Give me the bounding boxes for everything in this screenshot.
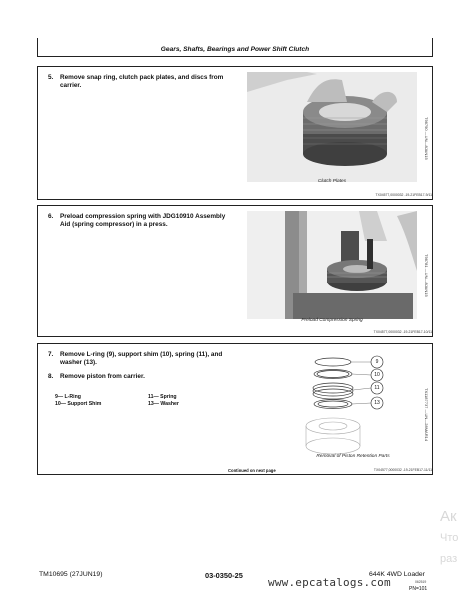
footer-pn: PN=101 — [409, 586, 428, 592]
overlay-text-1: Ак — [440, 508, 457, 525]
step-5-ref: TX04577,0000032 -19-21FEB17-9/11 — [375, 193, 432, 197]
callout-11: 11 — [374, 385, 380, 391]
step-6-block — [37, 205, 433, 337]
legend-item-washer: 13— Washer — [148, 401, 179, 407]
legend-item-support-shim: 10— Support Shim — [55, 401, 102, 407]
overlay-text-2: Что — [440, 532, 459, 544]
step-7-text: Remove L-ring (9), support shim (10), spring (11), and washer (13). — [60, 351, 223, 366]
header-rule — [37, 56, 433, 57]
footer-date-code: 062519 — [415, 580, 427, 584]
footer-model: 644K 4WD Loader — [369, 571, 425, 578]
continued-note: Continued on next page — [228, 468, 276, 473]
clutch-plates-photo — [247, 72, 417, 182]
callout-13: 13 — [374, 400, 380, 406]
step-7-number: 7. — [48, 351, 54, 358]
clutch-plates-illustration — [247, 72, 417, 182]
legend-item-l-ring: 9— L-Ring — [55, 394, 81, 400]
overlay-text-3: раз — [440, 553, 458, 565]
step-6-ref: TX04577,0000032 -19-21FEB17-10/11 — [373, 330, 432, 334]
page-header-title: Gears, Shafts, Bearings and Power Shift Clutch — [160, 46, 310, 53]
step-8-text: Remove piston from carrier. — [60, 373, 145, 380]
step-7-image-id: TX1187737 —UN—28MAR14 — [424, 388, 429, 442]
compression-spring-photo — [247, 211, 417, 319]
step-8-number: 8. — [48, 373, 54, 380]
footer-manual-id: TM10695 (27JUN19) — [39, 571, 103, 578]
legend-item-spring: 11— Spring — [148, 394, 177, 400]
step-5-text: Remove snap ring, clutch pack plates, and discs from carrier. — [60, 74, 224, 89]
step-6-number: 6. — [48, 213, 54, 220]
step-6-caption: Preload Compression Spring — [301, 318, 363, 323]
piston-retention-diagram — [288, 348, 388, 456]
step-6-image-id: T96781 —UN—8JAN15 — [424, 254, 429, 297]
callout-9: 9 — [375, 359, 379, 365]
step-5-image-id: T96790 —UN—8JAN15 — [424, 117, 429, 160]
right-margin-line — [432, 38, 433, 56]
press-illustration — [247, 211, 417, 319]
website-watermark: www.epcatalogs.com — [268, 576, 391, 589]
step-5-number: 5. — [48, 74, 54, 81]
step-7-8-block — [37, 343, 433, 475]
step-5-caption: Clutch Plates — [317, 179, 347, 184]
callout-10: 10 — [374, 372, 380, 378]
footer-page-code: 03-0350-25 — [205, 571, 243, 580]
step-6-text: Preload compression spring with JDG10910 Assembly Aid (spring compressor) in a press. — [60, 213, 226, 228]
step-7-ref: TX04577,0000032 -19-21FEB17-11/11 — [373, 468, 432, 472]
step-7-caption: Removal of Piston Retention Parts — [316, 454, 390, 459]
step-5-block — [37, 66, 433, 200]
left-margin-line — [37, 38, 38, 56]
